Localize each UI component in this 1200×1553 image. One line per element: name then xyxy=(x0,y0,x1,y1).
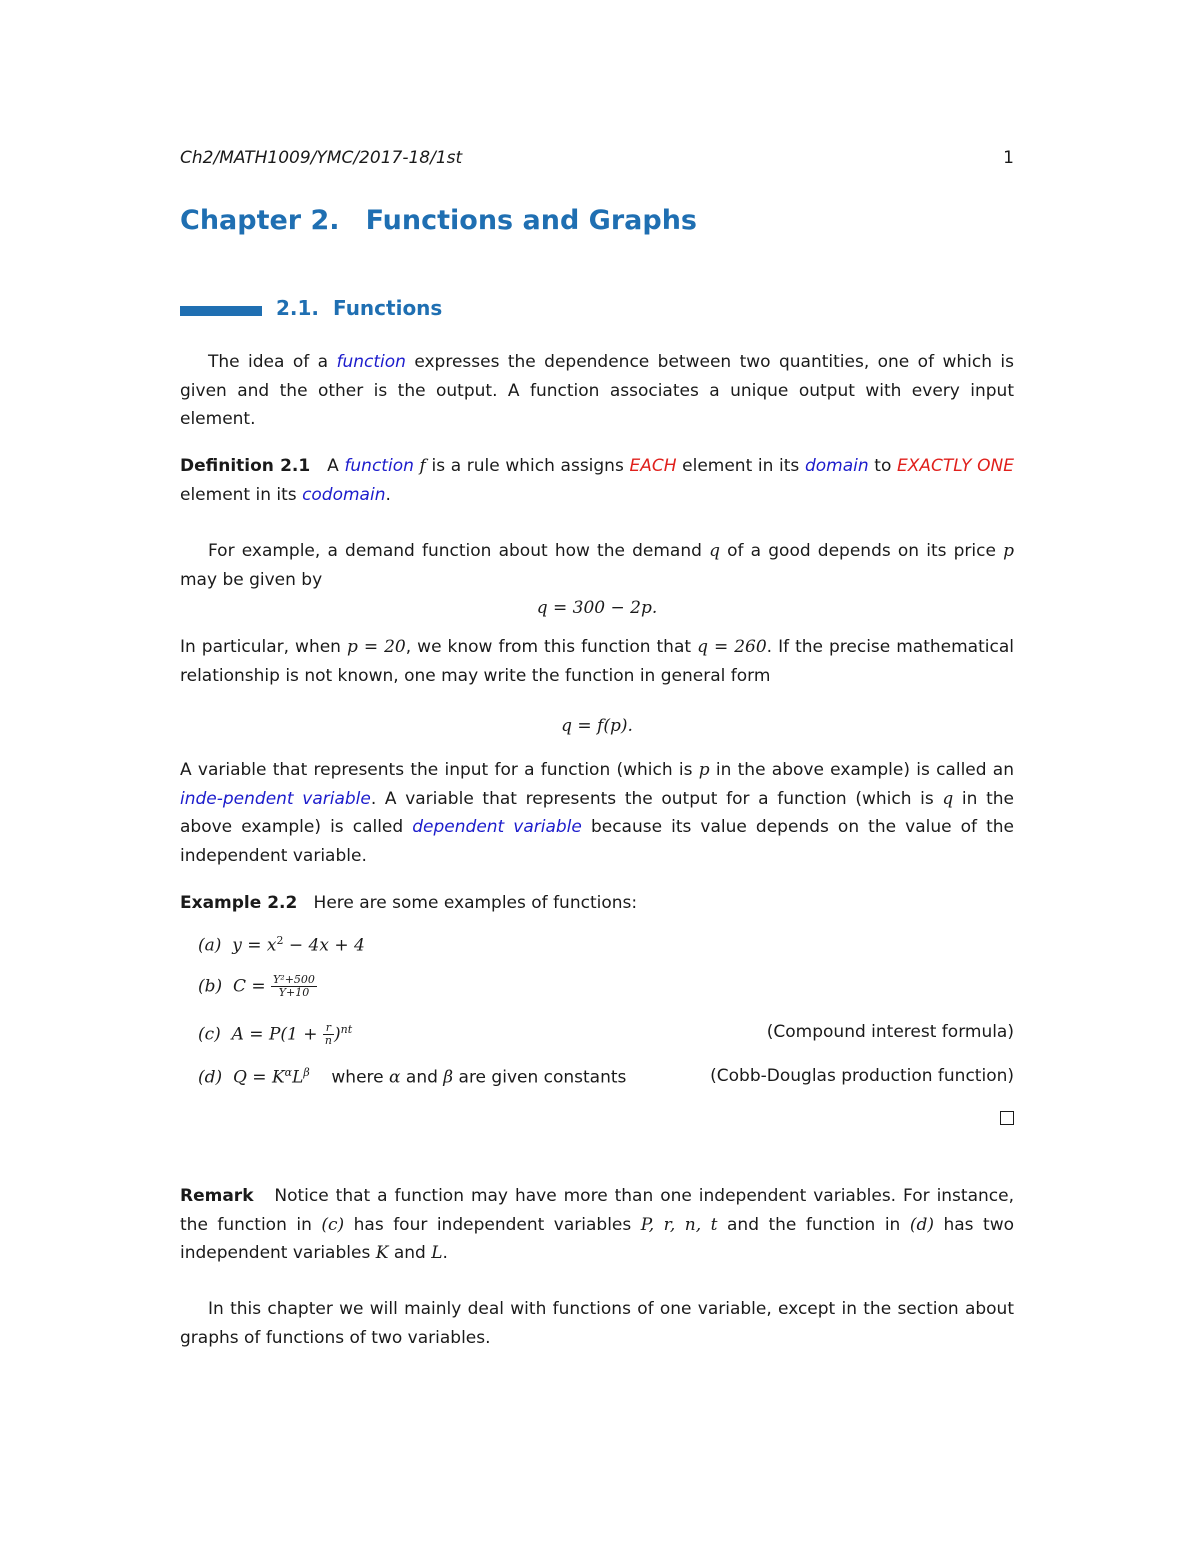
def-text-4: to xyxy=(868,456,897,476)
remark-text-3: and the function in xyxy=(717,1214,910,1235)
item-b-denominator: Y+10 xyxy=(278,986,310,999)
item-c-math-2: ) xyxy=(333,1024,341,1045)
term-dependent-variable: dependent variable xyxy=(412,817,582,837)
item-b-numerator: Y²+500 xyxy=(273,973,315,986)
item-d-exponent-beta: β xyxy=(303,1066,310,1079)
item-c-math-1: A = P(1 + xyxy=(231,1024,323,1045)
var-text-2: in the above example) is called an xyxy=(709,760,1014,780)
item-d-beta: β xyxy=(443,1067,454,1088)
example-item-d xyxy=(198,1066,626,1088)
var-text-1: A variable that represents the input for a function (which is xyxy=(180,760,699,780)
running-header xyxy=(180,148,1014,168)
qed-square-icon xyxy=(1000,1111,1014,1125)
item-d-text-3: are given constants xyxy=(453,1067,627,1088)
running-title: Ch2/MATH1009/YMC/2017-18/1st xyxy=(180,148,463,168)
term-independent-variable: inde-pendent variable xyxy=(180,788,371,809)
item-d-math-2: L xyxy=(292,1067,304,1088)
item-a-exponent: 2 xyxy=(276,934,284,947)
particular-text-3: . If the precise mathematical relationship is not known, one may write the function in general form xyxy=(180,637,1014,686)
demand-text-1: For example, a demand function about how the demand xyxy=(208,541,710,561)
var-text-5: because its value depends on the value of the independent variable. xyxy=(180,817,1014,866)
remark-ref-d: (d) xyxy=(909,1214,934,1235)
item-c-exponent: nt xyxy=(340,1022,353,1036)
math-q-260: q = 260 xyxy=(697,637,767,657)
example-item-b xyxy=(198,974,317,999)
variables-paragraph xyxy=(180,756,1014,870)
remark-vars: P, r, n, t xyxy=(640,1214,718,1235)
intro-text-2: expresses the dependence between two quantities, one of which is given and the other is the output. A function associates a unique output with every input element. xyxy=(180,352,1014,429)
item-a-math-1: y = x xyxy=(232,935,277,956)
item-d-exponent-alpha: α xyxy=(284,1066,293,1079)
var-q-2: q xyxy=(942,788,954,809)
remark-text-1: Notice that a function may have more than one independent variables. For instance, the function in xyxy=(180,1186,1014,1235)
example-text: Here are some examples of functions: xyxy=(313,893,638,913)
def-term-function: function xyxy=(344,456,414,476)
remark-label: Remark xyxy=(180,1186,254,1206)
equation-demand: q = 300 − 2p. xyxy=(536,598,658,618)
remark-text-2: has four independent variables xyxy=(344,1214,641,1235)
closing-paragraph: In this chapter we will mainly deal with functions of one variable, except in the section about graphs of functions of two variables. xyxy=(180,1299,1014,1348)
remark-text-4: has two independent variables xyxy=(180,1214,1015,1263)
example-heading xyxy=(180,889,1014,918)
chapter-title xyxy=(180,205,697,236)
particular-text-1: In particular, when xyxy=(180,637,347,657)
item-b-label: (b) xyxy=(198,976,223,997)
section-bar xyxy=(180,306,262,316)
math-p-20: p = 20 xyxy=(346,637,406,657)
section-name: Functions xyxy=(333,296,443,320)
document-page xyxy=(180,0,1014,1553)
item-d-text-2: and xyxy=(400,1067,444,1088)
item-d-alpha: α xyxy=(389,1067,401,1088)
def-text-5: element in its xyxy=(180,484,303,505)
page-number: 1 xyxy=(1003,148,1014,168)
def-exactly-one: EXACTLY ONE xyxy=(897,456,1014,476)
item-d-label: (d) xyxy=(198,1067,223,1088)
remark-ref-c: (c) xyxy=(321,1214,345,1235)
item-d-note: (Cobb-Douglas production function) xyxy=(710,1066,1014,1086)
def-text-3: element in its xyxy=(676,456,805,476)
equation-general-form: q = f(p). xyxy=(561,716,633,736)
section-title xyxy=(276,296,442,320)
item-d-math-1: Q = K xyxy=(232,1067,285,1088)
item-d-text-1: where xyxy=(331,1067,390,1088)
definition-label: Definition 2.1 xyxy=(180,456,311,476)
item-c-fraction xyxy=(323,1022,334,1047)
chapter-number: Chapter 2. xyxy=(180,205,340,236)
var-p: p xyxy=(1003,541,1014,561)
demand-text-3: may be given by xyxy=(180,569,323,590)
item-b-lhs: C = xyxy=(232,976,272,997)
item-b-fraction xyxy=(271,974,317,999)
var-q: q xyxy=(709,541,720,561)
item-a-math-2: − 4x + 4 xyxy=(283,935,365,956)
remark-var-l: L xyxy=(431,1243,443,1263)
remark-text-5: and xyxy=(388,1243,432,1263)
def-text-1: A xyxy=(327,456,345,476)
remark-var-k: K xyxy=(375,1243,389,1263)
intro-text: The idea of a xyxy=(208,352,337,372)
remark-text-6: . xyxy=(442,1243,448,1263)
def-each: EACH xyxy=(629,456,677,476)
def-codomain: codomain xyxy=(302,484,386,505)
chapter-name: Functions and Graphs xyxy=(365,205,697,236)
var-p-2: p xyxy=(698,760,710,780)
item-c-numerator: r xyxy=(323,1022,334,1035)
def-text-2: is a rule which assigns xyxy=(425,456,630,476)
definition-2-1 xyxy=(180,452,1014,509)
example-item-a xyxy=(198,934,365,956)
demand-text-2: of a good depends on its price xyxy=(719,541,1004,561)
def-domain: domain xyxy=(804,456,869,476)
def-text-6: . xyxy=(385,484,391,505)
item-a-label: (a) xyxy=(198,935,222,956)
section-number: 2.1. xyxy=(276,296,320,320)
var-text-4: in the above example) is called xyxy=(180,788,1014,837)
item-c-denominator: n xyxy=(324,1034,332,1047)
demand-paragraph xyxy=(180,537,1014,594)
example-label: Example 2.2 xyxy=(180,893,298,913)
remark-paragraph xyxy=(180,1182,1014,1268)
item-c-note: (Compound interest formula) xyxy=(766,1022,1014,1042)
term-function: function xyxy=(336,352,406,372)
particular-paragraph xyxy=(180,633,1014,690)
item-c-label: (c) xyxy=(198,1024,221,1045)
var-f: f xyxy=(419,456,426,476)
particular-text-2: , we know from this function that xyxy=(405,637,698,657)
var-text-3: . A variable that represents the output for a function (which is xyxy=(370,788,943,809)
example-item-c xyxy=(198,1022,352,1047)
intro-paragraph xyxy=(180,348,1014,434)
